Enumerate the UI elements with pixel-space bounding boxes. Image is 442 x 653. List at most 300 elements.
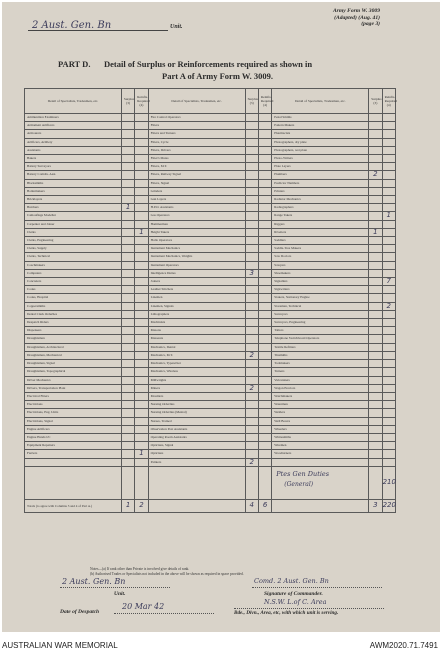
surplus-cell	[121, 212, 134, 220]
surplus-cell	[245, 310, 258, 318]
trade-name-cell: Camouflage Modeller	[25, 212, 122, 220]
reinforcements-cell	[135, 179, 148, 187]
trade-name-cell: Woodturners	[272, 450, 369, 458]
table-row	[25, 409, 396, 417]
col-header-trade: Detail of Specialists, Tradesmen, etc.	[272, 89, 369, 114]
surplus-cell	[245, 450, 258, 458]
table-row	[25, 294, 396, 302]
reinforcements-cell	[258, 171, 271, 179]
trade-name-cell: Assistants	[25, 146, 122, 154]
surplus-cell	[245, 442, 258, 450]
trade-name-cell: Leather Stitchers	[148, 286, 245, 294]
table-row	[25, 319, 396, 327]
surplus-cell	[245, 220, 258, 228]
trade-name-cell: Photographers, wet plate	[272, 146, 369, 154]
reinforcements-cell	[258, 425, 271, 433]
surplus-cell	[121, 433, 134, 441]
surplus-cell	[369, 409, 382, 417]
trade-name-cell: Hammermen	[148, 220, 245, 228]
surplus-cell	[121, 228, 134, 236]
reinforcements-cell	[135, 458, 148, 466]
trade-name-cell: Fitters, Railway Signal	[148, 171, 245, 179]
total-surplus-3: 3	[369, 499, 382, 512]
surplus-cell	[245, 368, 258, 376]
reinforcements-cell	[258, 179, 271, 187]
total-reinf-2: 6	[258, 499, 271, 512]
surplus-cell	[121, 261, 134, 269]
reinforcements-cell	[382, 130, 395, 138]
table-row	[25, 163, 396, 171]
surplus-cell	[245, 187, 258, 195]
trade-name-cell: Saddle-Tree Makers	[272, 245, 369, 253]
surplus-cell	[245, 360, 258, 368]
unit-underline	[28, 30, 168, 31]
reinforcements-cell	[258, 368, 271, 376]
table-row	[25, 425, 396, 433]
trade-name-cell: Carpenter and Joiner	[25, 220, 122, 228]
surplus-cell	[121, 122, 134, 130]
extra-reinf-value: 210	[382, 466, 395, 499]
reinforcements-cell	[135, 187, 148, 195]
reinforcements-cell	[258, 417, 271, 425]
reinforcements-cell	[382, 261, 395, 269]
trade-name-cell: Armourers	[25, 130, 122, 138]
reinforcements-cell	[382, 409, 395, 417]
surplus-cell	[121, 401, 134, 409]
reinforcements-cell	[382, 425, 395, 433]
table-row	[25, 392, 396, 400]
surplus-cell	[245, 278, 258, 286]
surplus-cell: 2	[245, 458, 258, 466]
trade-name-cell: Farriers	[25, 450, 122, 458]
trade-name-cell: Battery Comdrs. Asst.	[25, 171, 122, 179]
reinforcements-cell	[258, 130, 271, 138]
reinforcements-cell	[135, 368, 148, 376]
trade-name-cell: Operating Room Assistants	[148, 433, 245, 441]
surplus-cell	[369, 261, 382, 269]
col-header-surplus: Surplus (3)	[245, 89, 258, 114]
reinforcements-cell	[135, 302, 148, 310]
surplus-cell	[245, 302, 258, 310]
table-row	[25, 228, 396, 236]
surplus-cell	[121, 269, 134, 277]
surplus-cell	[369, 146, 382, 154]
trade-name-cell: Masseurs	[148, 335, 245, 343]
col-header-surplus: Surplus (3)	[121, 89, 134, 114]
trade-name-cell: Lithographers	[148, 310, 245, 318]
reinforcements-cell	[258, 261, 271, 269]
unit-label: Unit.	[170, 24, 183, 30]
table-row	[25, 433, 396, 441]
reinforcements-cell	[258, 409, 271, 417]
reinforcements-cell	[258, 319, 271, 327]
reinforcements-cell	[258, 196, 271, 204]
surplus-cell	[369, 130, 382, 138]
reinforcements-cell	[382, 294, 395, 302]
reinforcements-cell	[382, 327, 395, 335]
reinforcements-cell	[258, 360, 271, 368]
form-ref-line: Army Form W. 3009	[332, 8, 380, 14]
trade-name-cell: Vulcanizers	[272, 376, 369, 384]
table-row	[25, 269, 396, 277]
surplus-cell	[369, 425, 382, 433]
trade-name-cell: Draughtsmen, Architectural	[25, 343, 122, 351]
reinforcements-cell	[135, 212, 148, 220]
trade-name-cell: Rivetters	[272, 228, 369, 236]
trade-name-cell: Fire Control Operators	[148, 114, 245, 122]
trade-name-cell: Miners	[148, 384, 245, 392]
trade-name-cell: Equipment Repairers	[25, 442, 122, 450]
trade-name-cell: Mechanics, Typewriter	[148, 360, 245, 368]
trade-name-cell: Fitter's Mates	[148, 155, 245, 163]
surplus-cell	[245, 237, 258, 245]
trade-name-cell: Draughtsmen, Topographical	[25, 368, 122, 376]
table-row	[25, 146, 396, 154]
trade-name-cell: Opticians	[148, 450, 245, 458]
reinforcements-cell	[258, 286, 271, 294]
trade-name-cell: Computers	[25, 269, 122, 277]
surplus-cell	[369, 351, 382, 359]
surplus-cell	[245, 130, 258, 138]
formation-label: Bde., Divn., Area, etc, with which unit is serving.	[234, 610, 339, 616]
trade-name-cell: Instrument Mechanics	[148, 245, 245, 253]
surplus-cell	[245, 171, 258, 179]
trade-name-cell: Draughtsmen, Mechanical	[25, 351, 122, 359]
trade-name-cell: Coppersmiths	[25, 302, 122, 310]
surplus-cell	[369, 450, 382, 458]
table-row	[25, 278, 396, 286]
surplus-cell	[369, 114, 382, 122]
trade-name-cell: Surveyors, Engineering	[272, 319, 369, 327]
trade-name-cell: Drivers, Transportation Plant	[25, 384, 122, 392]
surplus-cell	[369, 204, 382, 212]
reinforcements-cell	[135, 130, 148, 138]
reinforcements-cell	[382, 335, 395, 343]
trade-name-cell: Range Takers	[272, 212, 369, 220]
reinforcements-cell	[382, 376, 395, 384]
surplus-cell	[369, 278, 382, 286]
surplus-cell	[245, 196, 258, 204]
trade-name-cell	[25, 458, 122, 466]
reinforcements-cell	[258, 212, 271, 220]
trade-name-cell: Wagon Erectors	[272, 384, 369, 392]
reinforcements-cell	[135, 335, 148, 343]
reinforcements-cell	[258, 294, 271, 302]
col-header-trade: Detail of Specialists, Tradesmen, etc.	[25, 89, 122, 114]
reinforcements-cell: 2	[382, 302, 395, 310]
reinforcements-cell	[382, 368, 395, 376]
trade-name-cell: Grinders	[148, 187, 245, 195]
reinforcements-cell	[258, 343, 271, 351]
surplus-cell	[121, 286, 134, 294]
reinforcements-cell	[135, 261, 148, 269]
note-line: (b) Authorised Trades or Specialists not included in the above will be shown as required in space provided.	[90, 572, 244, 576]
trade-name-cell: Hollo Operators	[148, 237, 245, 245]
reinforcements-cell: 1	[135, 450, 148, 458]
formation-dotted-line	[234, 608, 384, 609]
trade-name-cell: Masons	[148, 327, 245, 335]
surplus-cell	[369, 187, 382, 195]
reinforcements-cell	[382, 237, 395, 245]
reinforcements-cell	[382, 319, 395, 327]
table-row	[25, 360, 396, 368]
reinforcements-cell	[258, 384, 271, 392]
surplus-cell	[121, 417, 134, 425]
trade-name-cell: Predictor Numbers	[272, 179, 369, 187]
surplus-cell	[121, 130, 134, 138]
surplus-cell	[245, 335, 258, 343]
trade-name-cell: Saddlers	[272, 237, 369, 245]
trade-name-cell: Storemen, Technical	[272, 302, 369, 310]
reinforcements-cell	[258, 351, 271, 359]
surplus-cell	[245, 138, 258, 146]
unit-handwritten: 2 Aust. Gen. Bn	[32, 20, 112, 31]
trade-name-cell: Fitters, Drivers	[148, 146, 245, 154]
archive-caption-right: AWM2020.71.7491	[369, 641, 438, 650]
reinforcements-cell	[382, 114, 395, 122]
surplus-cell	[369, 335, 382, 343]
reinforcements-cell	[135, 237, 148, 245]
table-row	[25, 417, 396, 425]
reinforcements-cell	[382, 171, 395, 179]
trade-name-cell: Stokers, Stationary Engine	[272, 294, 369, 302]
reinforcements-cell	[382, 146, 395, 154]
trade-name-cell: Tinsmiths	[272, 351, 369, 359]
surplus-cell	[245, 212, 258, 220]
trade-name-cell: Welders	[272, 409, 369, 417]
trade-name-cell: Whitesmiths	[272, 433, 369, 441]
trade-name-cell: Plate Layers	[272, 163, 369, 171]
signature-handwritten: Comd. 2 Aust. Gen. Bn	[254, 577, 329, 585]
surplus-cell	[121, 114, 134, 122]
surplus-cell	[369, 458, 382, 466]
reinforcements-cell	[258, 401, 271, 409]
reinforcements-cell	[382, 196, 395, 204]
table-body	[25, 114, 396, 467]
trade-name-cell: Textile Refitters	[272, 343, 369, 351]
surplus-cell	[245, 146, 258, 154]
trade-name-cell: Toolmakers	[272, 360, 369, 368]
surplus-cell: 1	[121, 204, 134, 212]
surplus-cell	[121, 179, 134, 187]
trade-name-cell: Riggers	[272, 220, 369, 228]
table-row	[25, 442, 396, 450]
reinforcements-cell	[135, 155, 148, 163]
trade-name-cell: Height Takers	[148, 228, 245, 236]
surplus-cell	[245, 319, 258, 327]
surplus-cell	[121, 351, 134, 359]
surplus-cell	[121, 278, 134, 286]
reinforcements-cell	[382, 310, 395, 318]
trade-name-cell: Fitters, M.T.	[148, 163, 245, 171]
surplus-cell	[121, 392, 134, 400]
reinforcements-cell	[258, 392, 271, 400]
surplus-cell	[245, 122, 258, 130]
table-row	[25, 343, 396, 351]
surplus-cell	[369, 360, 382, 368]
surplus-cell	[369, 155, 382, 163]
trade-name-cell: Artificers, Artillery	[25, 138, 122, 146]
reinforcements-cell: 7	[382, 278, 395, 286]
form-ref-line: (Adapted) (Aug. 41)	[334, 14, 380, 21]
surplus-cell	[245, 155, 258, 163]
surplus-cell	[245, 253, 258, 261]
reinforcements-cell	[135, 294, 148, 302]
despatch-label: Date of Despatch	[60, 609, 100, 615]
table-row	[25, 220, 396, 228]
form-reference	[333, 8, 380, 28]
trade-name-cell: Joiners	[148, 278, 245, 286]
surplus-cell	[245, 409, 258, 417]
extra-trade-handwritten: Ptes Gen Duties	[276, 469, 330, 478]
surplus-cell	[121, 163, 134, 171]
surplus-cell	[121, 450, 134, 458]
reinforcements-cell	[382, 384, 395, 392]
reinforcements-cell	[382, 286, 395, 294]
surplus-cell	[369, 237, 382, 245]
surplus-cell	[245, 294, 258, 302]
trade-name-cell: Clerks, Supply	[25, 245, 122, 253]
surplus-cell	[369, 433, 382, 441]
trade-name-cell: Watchmakers	[272, 392, 369, 400]
trade-name-cell: Photographers, dry plate	[272, 138, 369, 146]
despatch-dotted-line	[114, 613, 214, 614]
total-reinf-3: 220	[382, 499, 395, 512]
trade-name-cell: Signwriters	[272, 286, 369, 294]
trade-name-cell: Gun Layers	[148, 196, 245, 204]
reinforcements-cell	[382, 417, 395, 425]
surplus-cell	[369, 401, 382, 409]
table-row	[25, 286, 396, 294]
reinforcements-cell	[382, 442, 395, 450]
trade-name-cell: Instrument Operators	[148, 261, 245, 269]
trade-name-cell: Butchers	[25, 204, 122, 212]
table-row	[25, 261, 396, 269]
reinforcements-cell	[258, 204, 271, 212]
trade-name-cell: Nursing Orderlies	[148, 401, 245, 409]
surplus-cell	[121, 294, 134, 302]
reinforcements-cell	[135, 171, 148, 179]
surplus-cell	[121, 425, 134, 433]
trade-name-cell: Radiator Mechanics	[272, 196, 369, 204]
surplus-cell: 1	[369, 228, 382, 236]
surplus-cell: 2	[369, 171, 382, 179]
trade-name-cell: Plumbers	[272, 171, 369, 179]
reinforcements-cell	[135, 319, 148, 327]
table-header-row	[25, 89, 396, 114]
surplus-cell	[121, 253, 134, 261]
form-sheet	[2, 2, 440, 632]
specialists-table	[24, 88, 396, 513]
unit-dotted-line	[60, 587, 170, 588]
surplus-cell	[369, 245, 382, 253]
part-label: PART D.	[58, 59, 91, 69]
surplus-cell	[245, 433, 258, 441]
surplus-cell	[121, 237, 134, 245]
surplus-cell	[245, 228, 258, 236]
surplus-cell	[245, 179, 258, 187]
surplus-cell	[369, 269, 382, 277]
surplus-cell	[369, 179, 382, 187]
trade-name-cell: Electricians	[25, 401, 122, 409]
trade-name-cell: Fitters	[148, 122, 245, 130]
reinforcements-cell	[258, 433, 271, 441]
surplus-cell	[245, 401, 258, 409]
surplus-cell	[369, 122, 382, 130]
totals-label: Totals (to agree with Columns 3 and 4 of Part A.)	[25, 499, 122, 512]
trade-name-cell: Bakers	[25, 155, 122, 163]
table-row	[25, 237, 396, 245]
total-surplus-2: 4	[245, 499, 258, 512]
surplus-cell	[245, 204, 258, 212]
surplus-cell	[245, 392, 258, 400]
trade-name-cell: Machinists	[148, 319, 245, 327]
table-row	[25, 130, 396, 138]
reinforcements-cell	[382, 343, 395, 351]
trade-name-cell: Engine Hands I/C	[25, 433, 122, 441]
reinforcements-cell	[258, 450, 271, 458]
trade-name-cell: Clerks, Technical	[25, 253, 122, 261]
reinforcements-cell	[135, 392, 148, 400]
trade-name-cell: Shoemakers	[272, 269, 369, 277]
title-line-2: Part A of Army Form W. 3009.	[162, 71, 273, 81]
total-reinf-1: 2	[135, 499, 148, 512]
surplus-cell	[369, 253, 382, 261]
surplus-cell	[369, 368, 382, 376]
trade-name-cell: Dispensers	[25, 327, 122, 335]
reinforcements-cell	[258, 458, 271, 466]
table-row	[25, 310, 396, 318]
reinforcements-cell	[258, 310, 271, 318]
trade-name-cell: Battery Surveyors	[25, 163, 122, 171]
trade-name-cell: Linemen, Signals	[148, 302, 245, 310]
surplus-cell	[121, 442, 134, 450]
trade-name-cell: Boilermakers	[25, 187, 122, 195]
reinforcements-cell	[135, 384, 148, 392]
trade-name-cell: Painters	[148, 458, 245, 466]
surplus-cell	[245, 114, 258, 122]
table-row	[25, 245, 396, 253]
trade-name-cell: Ammunition Examiners	[25, 114, 122, 122]
reinforcements-cell	[382, 122, 395, 130]
surplus-cell	[121, 458, 134, 466]
extra-trade-sub-handwritten: (General)	[284, 480, 314, 488]
trade-name-cell: Fitters, Cycle	[148, 138, 245, 146]
surplus-cell	[121, 409, 134, 417]
reinforcements-cell	[135, 122, 148, 130]
reinforcements-cell	[258, 228, 271, 236]
surplus-cell	[121, 187, 134, 195]
col-header-reinforcements: Reinfts. Required (4)	[382, 89, 395, 114]
surplus-cell	[121, 302, 134, 310]
reinforcements-cell	[135, 327, 148, 335]
reinforcements-cell	[135, 278, 148, 286]
surplus-cell	[121, 384, 134, 392]
footer-unit-handwritten: 2 Aust. Gen. Bn	[62, 577, 126, 586]
trade-name-cell: Mechanics, M.T.	[148, 351, 245, 359]
surplus-cell	[121, 376, 134, 384]
table-row	[25, 401, 396, 409]
trade-name-cell: Draughtsmen, Signal	[25, 360, 122, 368]
reinforcements-cell	[258, 302, 271, 310]
reinforcements-cell	[258, 237, 271, 245]
surplus-cell	[245, 327, 258, 335]
trade-name-cell: Nurses, Trained	[148, 417, 245, 425]
trade-name-cell: Nursing Orderlies (Mental)	[148, 409, 245, 417]
surplus-cell	[369, 343, 382, 351]
reinforcements-cell	[382, 458, 395, 466]
surplus-cell	[369, 392, 382, 400]
